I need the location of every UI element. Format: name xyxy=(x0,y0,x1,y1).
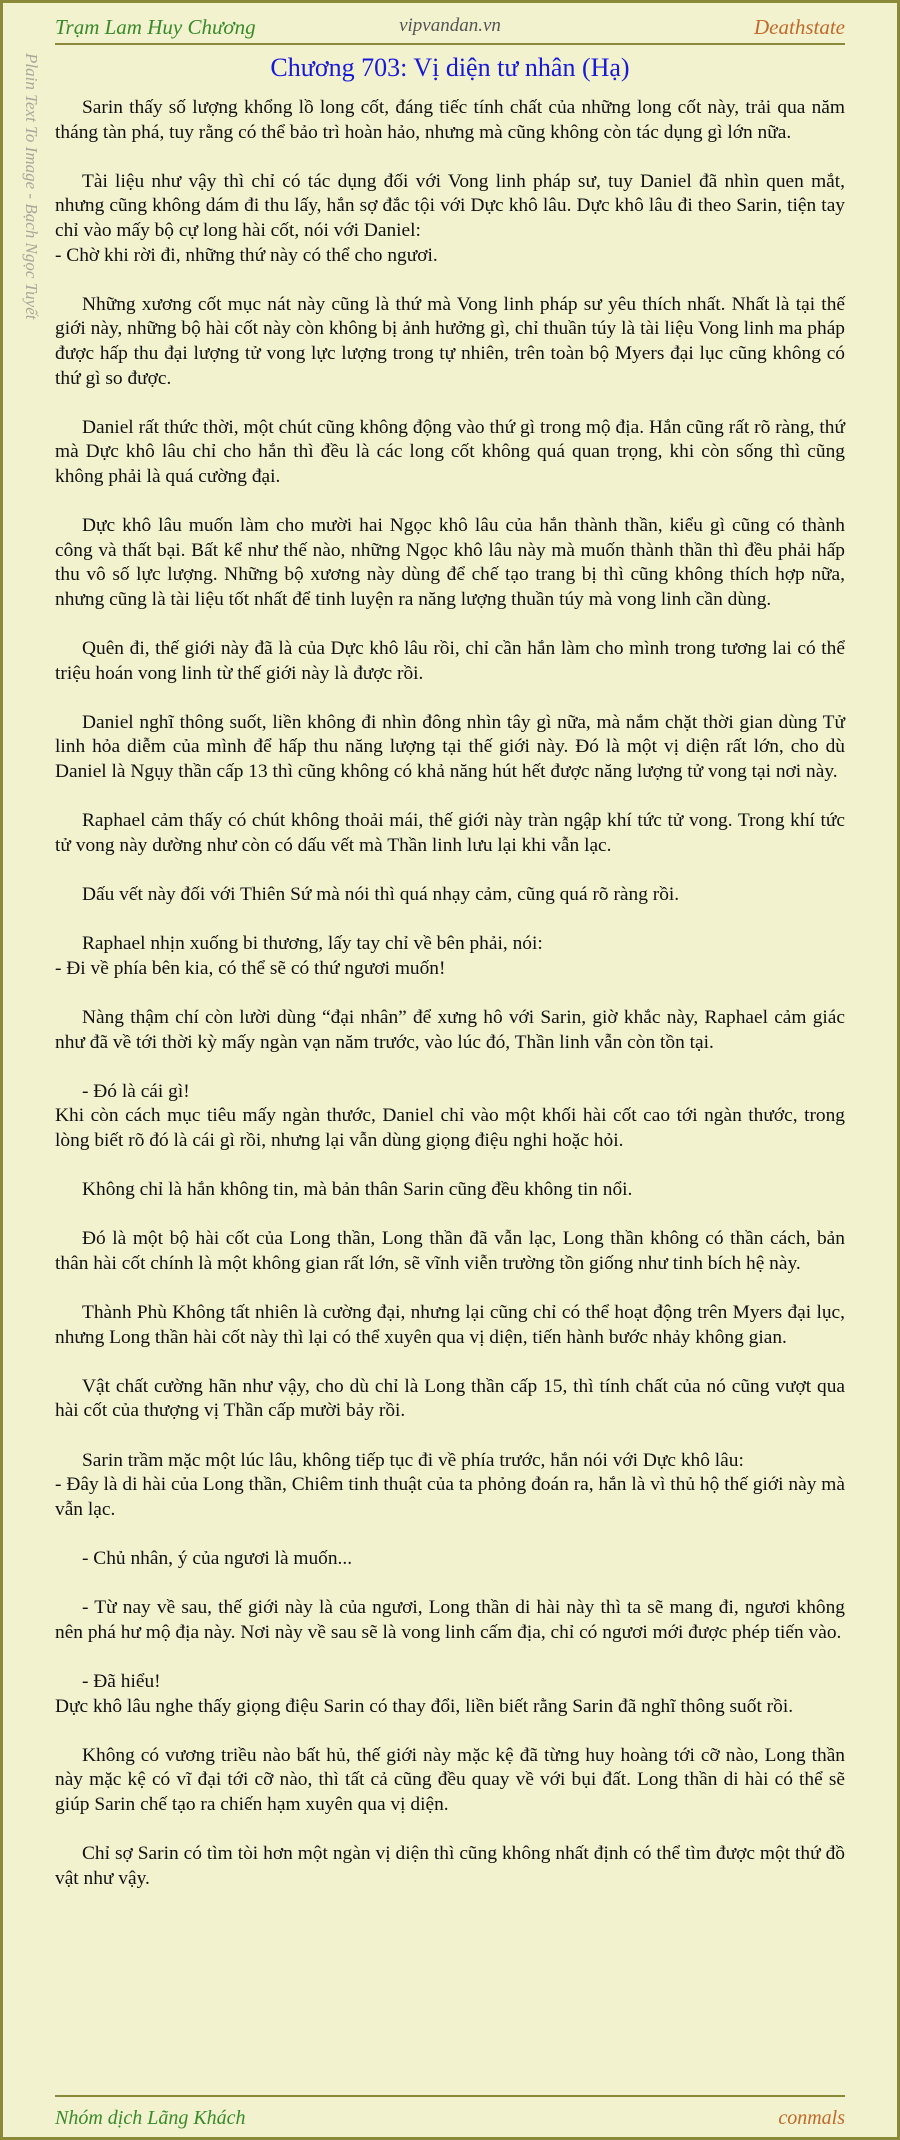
text-line: Không chỉ là hắn không tin, mà bản thân Sarin cũng đều không tin nổi. xyxy=(82,1179,633,1201)
paragraph xyxy=(55,1227,845,1276)
text-line: Vật chất cường hãn như vậy, cho dù chỉ là Long thần cấp 15, thì tính chất của nó cũng vượt qua hài cốt của thượng vị Thần cấp mười bảy rồi. xyxy=(55,1375,845,1422)
paragraph xyxy=(55,1301,845,1350)
text-line: Dực khô lâu muốn làm cho mười hai Ngọc khô lâu của hắn thành thần, kiểu gì cũng có thành công và thất bại. Bất kể như thế nào, những Ngọc khô lâu này mà muốn thành thần thì đều phải hấp thu vô số lực lượng. Những bộ xương này dùng để chế tạo trang bị thì cũng không thích hợp nữa, nhưng cũng là tài liệu tốt nhất để tinh luyện ra năng lượng thuần túy mà vong linh cần dùng. xyxy=(55,515,845,610)
dialogue-line: - Đây là di hài của Long thần, Chiêm tinh thuật của ta phỏng đoán ra, hắn là vì thủ hộ thế giới này mà vẫn lạc. xyxy=(55,1474,845,1520)
dialogue-line: - Đó là cái gì! xyxy=(82,1080,190,1102)
paragraph xyxy=(55,711,845,785)
text-line: Sarin thấy số lượng khổng lồ long cốt, đáng tiếc tính chất của những long cốt này, trải qua năm tháng tàn phá, tuy rằng có thể bảo trì hoàn hảo, nhưng mà cũng không còn tác dụng gì lớn nữa. xyxy=(55,97,845,143)
text-line: Khi còn cách mục tiêu mấy ngàn thước, Daniel chỉ vào một khối hài cốt cao tới ngàn thước, trong lòng biết rõ đó là cái gì rồi, nhưng lại vẫn dùng giọng điệu nghi hoặc hỏi. xyxy=(55,1105,845,1151)
footer-translator-group: Nhóm dịch Lãng Khách xyxy=(55,2107,246,2129)
text-line: Quên đi, thế giới này đã là của Dực khô lâu rồi, chỉ cần hắn làm cho mình trong tương lai có thể triệu hoán vong linh từ thế giới này là được rồi. xyxy=(55,638,845,684)
paragraph xyxy=(55,96,845,145)
paragraph xyxy=(55,1547,845,1572)
sidebar-watermark-text: Plain Text To Image - Bạch Ngọc Tuyết xyxy=(22,53,41,320)
footer xyxy=(55,2095,845,2137)
text-line: Thành Phù Không tất nhiên là cường đại, nhưng lại cũng chỉ có thể hoạt động trên Myers đại lục, nhưng Long thần hài cốt này thì lại có thể xuyên qua vị diện, tiến hành bước nhảy không gian. xyxy=(55,1302,845,1348)
dialogue-line: - Đi về phía bên kia, có thể sẽ có thứ ngươi muốn! xyxy=(55,957,446,979)
text-line: Chỉ sợ Sarin có tìm tòi hơn một ngàn vị diện thì cũng không nhất định có thể tìm được một thứ đồ vật như vậy. xyxy=(55,1843,845,1889)
header-site-name: Trạm Lam Huy Chương xyxy=(55,15,256,39)
paragraph xyxy=(55,1375,845,1424)
dialogue-line: - Chủ nhân, ý của ngươi là muốn... xyxy=(82,1548,353,1570)
text-line: Daniel rất thức thời, một chút cũng không động vào thứ gì trong mộ địa. Hắn cũng rất rõ ràng, thứ mà Dực khô lâu chỉ cho hắn thì đều là các long cốt không quá quan trọng, khi còn sống thì cũng không phải là quá cường đại. xyxy=(55,416,845,487)
paragraph xyxy=(55,1596,845,1645)
text-line: Nàng thậm chí còn lười dùng “đại nhân” để xưng hô với Sarin, giờ khắc này, Raphael cảm giác như đã về tới thời kỳ mấy ngàn vạn năm trước, vào lúc đó, Thần linh vẫn còn tồn tại. xyxy=(55,1006,845,1053)
dialogue-line: - Đã hiểu! xyxy=(82,1671,161,1692)
text-line: Daniel nghĩ thông suốt, liền không đi nhìn đông nhìn tây gì nữa, mà nắm chặt thời gian dùng Tử linh hỏa diễm của mình để hấp thu năng lượng tại thế giới này. Đó là một vị diện rất lớn, cho dù Daniel là Ngụy thần cấp 13 thì cũng không có khả năng hút hết được năng lượng tử vong tại nơi này. xyxy=(55,711,845,783)
chapter-title: Chương 703: Vị diện tư nhân (Hạ) xyxy=(270,53,630,82)
text-line: Raphael cảm thấy có chút không thoải mái, thế giới này tràn ngập khí tức tử vong. Trong khí tức tử vong này dường như còn có dấu vết mà Thần linh lưu lại khi vẫn lạc. xyxy=(55,810,845,856)
text-line: Dấu vết này đối với Thiên Sứ mà nói thì quá nhạy cảm, cũng quá rõ ràng rồi. xyxy=(82,884,680,905)
paragraph xyxy=(55,1006,845,1055)
text-line: Dực khô lâu nghe thấy giọng điệu Sarin có thay đổi, liền biết rằng Sarin đã nghĩ thông suốt rồi. xyxy=(55,1695,794,1717)
paragraph xyxy=(55,637,845,686)
text-line: Những xương cốt mục nát này cũng là thứ mà Vong linh pháp sư yêu thích nhất. Nhất là tại thế giới này, những bộ hài cốt này còn không bị ảnh hưởng gì, chỉ thuần túy là tài liệu Vong linh ma pháp được hấp thu đại lượng tử vong lực lượng trong tự nhiên, trên toàn bộ Myers đại lục cũng không có thứ gì so được. xyxy=(55,293,845,389)
text-line: Tài liệu như vậy thì chỉ có tác dụng đối với Vong linh pháp sư, tuy Daniel đã nhìn quen mắt, nhưng cũng không dám đi thu lấy, hắn sợ đắc tội với Dực khô lâu. Dực khô lâu đi theo Sarin, tiện tay chỉ vào mấy bộ cự long hài cốt, nói với Daniel: xyxy=(55,170,845,241)
paragraph xyxy=(55,1744,845,1818)
header-domain: vipvandan.vn xyxy=(399,15,501,36)
text-line: Không có vương triều nào bất hủ, thế giới này mặc kệ đã từng huy hoàng tới cỡ nào, Long thần này mặc kệ có vĩ đại tới cỡ nào, thì tất cả cũng đều quay về với bụi đất. Long thần di hài có thể sẽ giúp Sarin chế tạo ra chiến hạm xuyên qua vị diện. xyxy=(55,1744,845,1815)
paragraph xyxy=(55,1670,845,1719)
paragraph xyxy=(55,293,845,391)
header-author: Deathstate xyxy=(754,15,845,39)
text-line: Sarin trầm mặc một lúc lâu, không tiếp tục đi về phía trước, hắn nói với Dực khô lâu: xyxy=(82,1449,744,1471)
text-line: Đó là một bộ hài cốt của Long thần, Long thần đã vẫn lạc, Long thần không có thần cách, bản thân hài cốt chính là một không gian rất lớn, sẽ vĩnh viễn trường tồn giống như tinh bích hệ này. xyxy=(55,1228,845,1274)
chapter-content xyxy=(55,96,845,1891)
paragraph xyxy=(55,1080,845,1154)
dialogue-line: - Chờ khi rời đi, những thứ này có thể cho ngươi. xyxy=(55,244,438,266)
paragraph xyxy=(55,1842,845,1891)
paragraph xyxy=(55,932,845,981)
paragraph xyxy=(55,1178,845,1203)
header xyxy=(55,9,845,45)
paragraph xyxy=(55,514,845,612)
dialogue-line: - Từ nay về sau, thế giới này là của ngươi, Long thần di hài này thì ta sẽ mang đi, ngươi không nên phá hư mộ địa này. Nơi này về sau sẽ là vong linh cấm địa, chỉ có ngươi mới được phép tiến vào. xyxy=(55,1597,845,1643)
paragraph xyxy=(55,809,845,858)
paragraph xyxy=(55,170,845,268)
paragraph xyxy=(55,1449,845,1523)
footer-editor: conmals xyxy=(778,2107,845,2129)
paragraph xyxy=(55,883,845,908)
paragraph xyxy=(55,416,845,490)
text-line: Raphael nhịn xuống bi thương, lấy tay chỉ về bên phải, nói: xyxy=(82,933,543,955)
